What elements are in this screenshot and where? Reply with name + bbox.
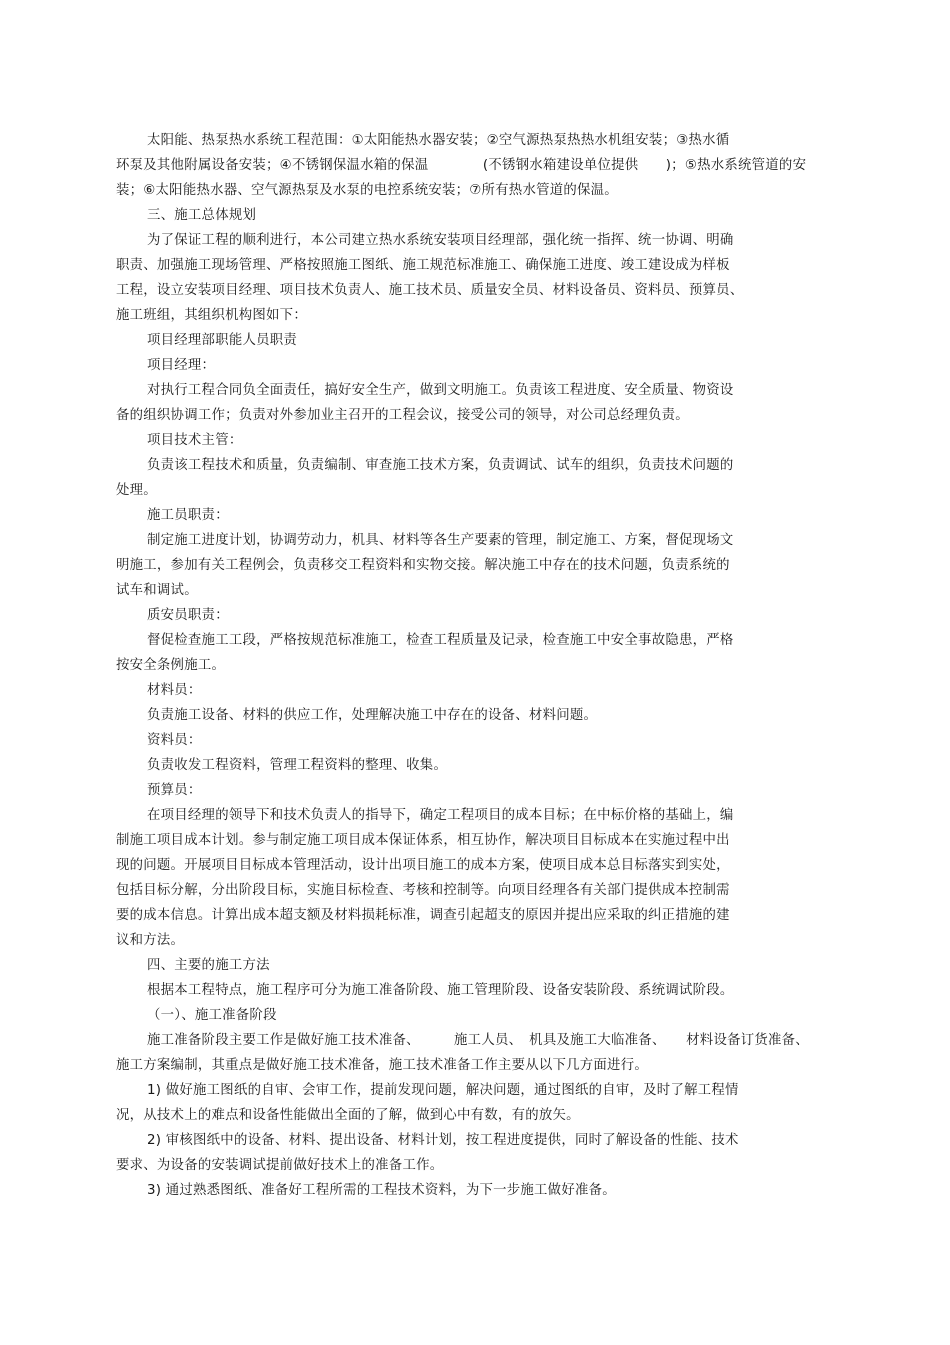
text-line: 职责、加强施工现场管理、严格按照施工图纸、施工规范标准施工、确保施工进度、竣工建设成为样板	[116, 258, 730, 273]
text-line: 施工方案编制，其重点是做好施工技术准备，施工技术准备工作主要从以下几方面进行。	[116, 1058, 648, 1073]
text-line: 负责施工设备、材料的供应工作，处理解决施工中存在的设备、材料问题。	[147, 708, 598, 723]
text-line: 三、施工总体规划	[147, 208, 257, 223]
text-line: 项目经理：	[147, 358, 216, 373]
text-line: 项目经理部职能人员职责	[147, 333, 298, 348]
text-line: 1) 做好施工图纸的自审、会审工作，提前发现问题，解决问题，通过图纸的自审，及时了解工程情	[147, 1083, 739, 1098]
text-line: 试车和调试。	[116, 583, 198, 598]
text-line: 材料员：	[147, 683, 202, 698]
text-line: 施工准备阶段主要工作是做好施工技术准备、 施工人员、 机具及施工大临准备、 材料设备订货准备、	[147, 1033, 809, 1048]
text-line: 明施工，参加有关工程例会，负责移交工程资料和实物交接。解决施工中存在的技术问题，负责系统的	[116, 558, 730, 573]
text-line: 质安员职责：	[147, 608, 229, 623]
text-line: 负责该工程技术和质量，负责编制、审查施工技术方案，负责调试、试车的组织，负责技术问题的	[147, 458, 734, 473]
text-line: 资料员：	[147, 733, 202, 748]
text-line: 要的成本信息。计算出成本超支额及材料损耗标准，调查引起超支的原因并提出应采取的纠正措施的建	[116, 908, 730, 923]
text-line: 环泵及其他附属设备安装；④不锈钢保温水箱的保温 (不锈钢水箱建设单位提供 )；⑤热水系统管道的安	[116, 158, 807, 173]
text-line: 工程，设立安装项目经理、项目技术负责人、施工技术员、质量安全员、材料设备员、资料员、预算员、	[116, 283, 744, 298]
text-line: 根据本工程特点，施工程序可分为施工准备阶段、施工管理阶段、设备安装阶段、系统调试阶段。	[147, 983, 734, 998]
text-line: 制定施工进度计划，协调劳动力，机具、材料等各生产要素的管理，制定施工、方案，督促现场文	[147, 533, 734, 548]
text-line: 负责收发工程资料，管理工程资料的整理、收集。	[147, 758, 448, 773]
text-line: 3) 通过熟悉图纸、准备好工程所需的工程技术资料，为下一步施工做好准备。	[147, 1183, 616, 1198]
text-line: 要求、为设备的安装调试提前做好技术上的准备工作。	[116, 1158, 444, 1173]
text-line: 装；⑥太阳能热水器、空气源热泵及水泵的电控系统安装；⑦所有热水管道的保温。	[116, 183, 618, 198]
text-line: 在项目经理的领导下和技术负责人的指导下，确定工程项目的成本目标；在中标价格的基础上，编	[147, 808, 734, 823]
text-line: 处理。	[116, 483, 157, 498]
text-line: 2) 审核图纸中的设备、材料、提出设备、材料计划，按工程进度提供，同时了解设备的性能、技术	[147, 1133, 739, 1148]
text-line: 包括目标分解，分出阶段目标，实施目标检查、考核和控制等。向项目经理各有关部门提供成本控制需	[116, 883, 730, 898]
text-line: 按安全条例施工。	[116, 658, 226, 673]
text-line: （一）、施工准备阶段	[147, 1008, 277, 1023]
text-line: 四、主要的施工方法	[147, 958, 270, 973]
text-line: 备的组织协调工作；负责对外参加业主召开的工程会议，接受公司的领导，对公司总经理负责。	[116, 408, 689, 423]
text-line: 为了保证工程的顺利进行，本公司建立热水系统安装项目经理部，强化统一指挥、统一协调、明确	[147, 233, 734, 248]
text-line: 议和方法。	[116, 933, 185, 948]
text-line: 况，从技术上的难点和设备性能做出全面的了解，做到心中有数，有的放矢。	[116, 1108, 580, 1123]
text-line: 施工班组，其组织机构图如下：	[116, 308, 307, 323]
text-line: 督促检查施工工段，严格按规范标准施工，检查工程质量及记录，检查施工中安全事故隐患，严格	[147, 633, 734, 648]
text-line: 项目技术主管：	[147, 433, 243, 448]
text-line: 太阳能、热泵热水系统工程范围：①太阳能热水器安装；②空气源热泵热热水机组安装；③热水循	[147, 133, 730, 148]
text-line: 预算员：	[147, 783, 202, 798]
text-line: 现的问题。开展项目目标成本管理活动，设计出项目施工的成本方案，使项目成本总目标落实到实处，	[116, 858, 730, 873]
text-line: 对执行工程合同负全面责任，搞好安全生产，做到文明施工。负责该工程进度、安全质量、物资设	[147, 383, 734, 398]
text-line: 制施工项目成本计划。参与制定施工项目成本保证体系，相互协作，解决项目目标成本在实施过程中出	[116, 833, 730, 848]
text-line: 施工员职责：	[147, 508, 229, 523]
